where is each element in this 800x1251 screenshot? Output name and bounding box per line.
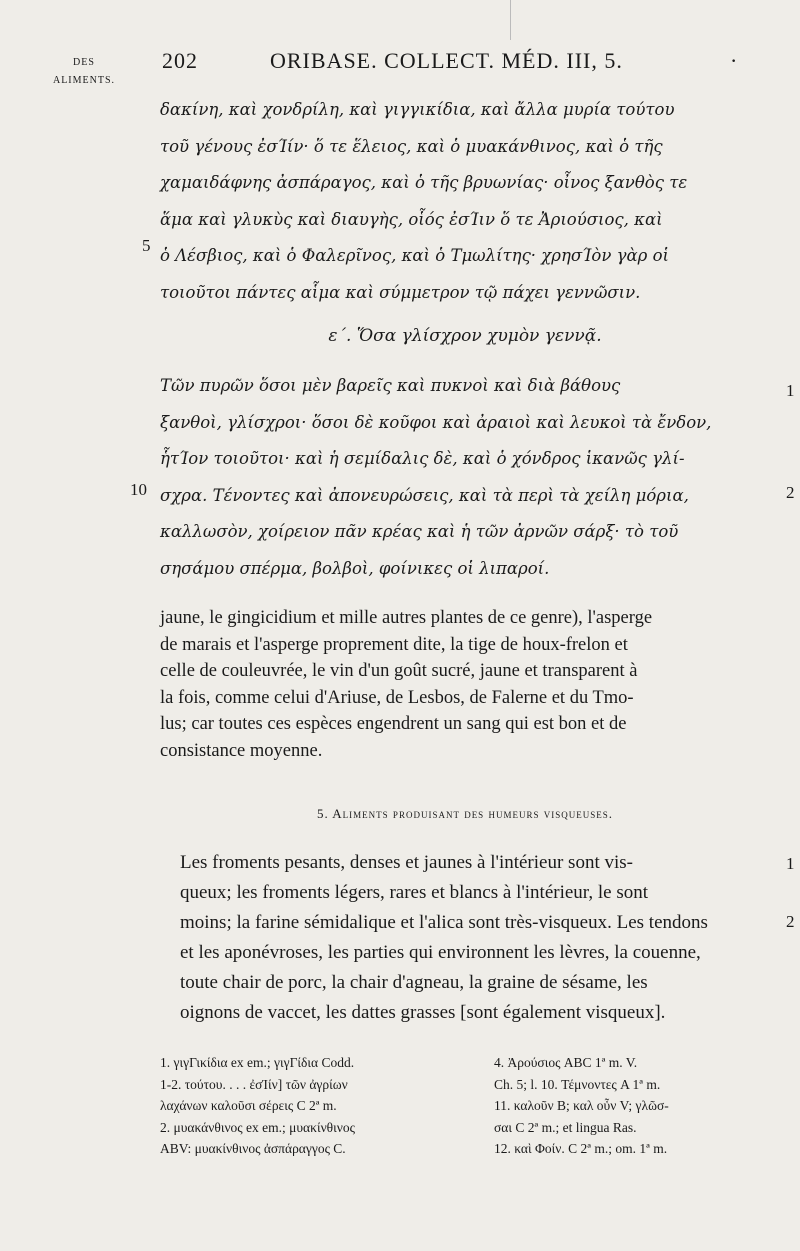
greek-line: δακίνη, καὶ χονδρίλη, καὶ γιγγικίδια, καὶ ἄλλα μυρία τούτου [160, 100, 675, 119]
french-text-block-2 [180, 848, 770, 1028]
header-mark: · [730, 48, 739, 73]
footnote-line: 11. καλοῦν B; καλ οὖν V; γλῶσ- [494, 1098, 669, 1113]
margin-note [44, 54, 124, 90]
french-line: queux; les froments légers, rares et blancs à l'intérieur, le sont [180, 882, 649, 903]
line-number: 2 [786, 912, 795, 931]
greek-line: καλλωσὸν, χοίρειον πᾶν κρέας καὶ ἡ τῶν ἀρνῶν σάρξ· τὸ τοῦ [160, 522, 679, 541]
line-number: 1 [786, 381, 795, 400]
footnote-line: λαχάνων καλοῦσι σέρεις C 2ª m. [160, 1098, 337, 1113]
french-line: celle de couleuvrée, le vin d'un goût sucré, jaune et transparent à [160, 661, 638, 681]
french-line: Les froments pesants, denses et jaunes à l'intérieur sont vis- [180, 852, 633, 873]
greek-line: ξανθοὶ, γλίσχροι· ὅσοι δὲ κοῦφοι καὶ ἀραιοὶ καὶ λευκοὶ τὰ ἔνδον, [160, 412, 712, 432]
french-line: toute chair de porc, la chair d'agneau, la graine de sésame, les [180, 972, 648, 993]
greek-line: ἅμα καὶ γλυκὺς καὶ διαυγὴς, οἷός ἐσΊιν ὅ τε Ἀριούσιος, καὶ [160, 209, 663, 229]
greek-line: τοιοῦτοι πάντες αἷμα καὶ σύμμετρον τῷ πάχει γεννῶσιν. [160, 282, 641, 302]
footnote-line: σαι C 2ª m.; et lingua Ras. [494, 1119, 637, 1135]
french-line: la fois, comme celui d'Ariuse, de Lesbos, de Falerne et du Tmo- [160, 687, 634, 708]
french-line: lus; car toutes ces espèces engendrent un sang qui est bon et de [160, 714, 627, 734]
line-number: 2 [786, 483, 795, 502]
fold-line [510, 0, 511, 40]
running-title: ORIBASE. COLLECT. MÉD. III, 5. [270, 48, 623, 73]
french-text-block [160, 605, 770, 764]
greek-line: ἧτΊον τοιοῦτοι· καὶ ἡ σεμίδαλις δὲ, καὶ ὁ χόνδρος ἱκανῶς γλί- [160, 449, 685, 468]
footnote-line: 1-2. τούτου. . . . ἐσΊίν] τῶν ἀγρίων [160, 1076, 348, 1092]
footnote-line: Ch. 5; l. 10. Τέμνοντες A 1ª m. [494, 1076, 661, 1092]
footnote-line: ABV: μυακίνθινος ἀσπάραγγος C. [160, 1141, 346, 1156]
section-heading: 5. Aliments produisant des humeurs visqueuses. [317, 806, 613, 821]
footnotes-left [160, 1052, 460, 1160]
greek-section-title: ε΄. Ὅσα γλίσχρον χυμὸν γεννᾷ. [328, 326, 602, 346]
footnotes-right [494, 1052, 774, 1160]
footnote-line: 2. μυακάνθινος ex em.; μυακίνθινος [160, 1119, 355, 1135]
greek-line: ὁ Λέσβιος, καὶ ὁ Φαλερῖνος, καὶ ὁ Τμωλίτης· χρησΊὸν γὰρ οἱ [160, 246, 669, 265]
french-line: moins; la farine sémidalique et l'alica sont très-visqueux. Les tendons [180, 912, 708, 933]
french-line: oignons de vaccet, les dattes grasses [sont également visqueux]. [180, 1002, 666, 1023]
line-number: 1 [786, 854, 795, 873]
footnote-line: 4. Ἀρούσιος ABC 1ª m. V. [494, 1055, 638, 1070]
greek-text-block-2 [160, 368, 770, 587]
french-line: et les aponévroses, les parties qui environnent les lèvres, la couenne, [180, 942, 701, 963]
footnote-line: 1. γιγΓικίδια ex em.; γιγΓίδια Codd. [160, 1055, 355, 1070]
greek-text-block [160, 92, 770, 311]
line-number: 5 [142, 236, 151, 255]
greek-line: χαμαιδάφνης ἀσπάραγος, καὶ ὁ τῆς βρυωνίας· οἶνος ξανθὸς τε [160, 173, 688, 192]
greek-line: σησάμου σπέρμα, βολβοὶ, φοίνικες οἱ λιπαροί. [160, 558, 550, 578]
french-line: jaune, le gingicidium et mille autres plantes de ce genre), l'asperge [160, 608, 653, 628]
french-line: consistance moyenne. [160, 740, 323, 761]
footnote-line: 12. καὶ Φοίν. C 2ª m.; om. 1ª m. [494, 1141, 668, 1156]
french-line: de marais et l'asperge proprement dite, la tige de houx-frelon et [160, 634, 628, 655]
line-number: 10 [130, 480, 147, 499]
margin-note-line: ALIMENTS. [52, 75, 116, 86]
greek-line: σχρα. Τένοντες καὶ ἀπονευρώσεις, καὶ τὰ περὶ τὰ χείλη μόρια, [160, 485, 689, 505]
greek-line: Τῶν πυρῶν ὅσοι μὲν βαρεῖς καὶ πυκνοὶ καὶ διὰ βάθους [160, 376, 621, 395]
page-number: 202 [162, 48, 198, 73]
margin-note-line: DES [73, 57, 95, 68]
greek-line: τοῦ γένους ἐσΊίν· ὅ τε ἕλειος, καὶ ὁ μυακάνθινος, καὶ ὁ τῆς [160, 136, 663, 156]
